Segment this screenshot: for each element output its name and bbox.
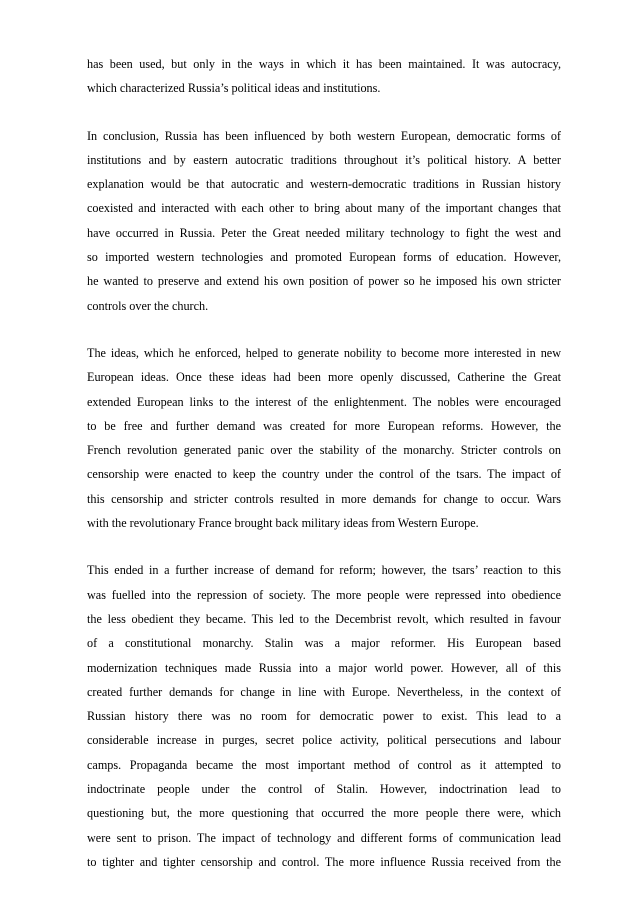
text-line: of a constitutional monarchy. Stalin was a major reformer. His European based	[87, 636, 561, 651]
text-line: coexisted and interacted with each other to bring about many of the important changes that	[87, 201, 561, 216]
text-line: censorship were enacted to keep the country under the control of the tsars. The impact of	[87, 467, 561, 482]
text-line: he wanted to preserve and extend his own position of power so he imposed his own stricter	[87, 274, 561, 289]
text-line: created further demands for change in line with Europe. Nevertheless, in the context of	[87, 684, 561, 699]
text-line: institutions and by eastern autocratic traditions throughout it’s political history. A better	[87, 152, 561, 167]
text-line: was fuelled into the repression of society. The more people were repressed into obedience	[87, 587, 561, 602]
text-line: modernization techniques made Russia into a major world power. However, all of this	[87, 660, 561, 675]
text-line: explanation would be that autocratic and western-democratic traditions in Russian history	[87, 177, 561, 192]
text-line: to be free and further demand was created for more European reforms. However, the	[87, 418, 561, 433]
text-line: The ideas, which he enforced, helped to generate nobility to become more interested in new	[87, 345, 561, 360]
text-line: French revolution generated panic over the stability of the monarchy. Stricter controls on	[87, 443, 561, 458]
text-line: considerable increase in purges, secret police activity, political persecutions and labour	[87, 733, 561, 748]
text-line: to tighter and tighter censorship and control. The more influence Russia received from the	[87, 854, 561, 869]
text-line: European ideas. Once these ideas had been more openly discussed, Catherine the Great	[87, 370, 561, 385]
text-line: were sent to prison. The impact of technology and different forms of communication lead	[87, 830, 561, 845]
text-line: extended European links to the interest of the enlightenment. The nobles were encouraged	[87, 394, 561, 409]
paragraph-1	[87, 52, 561, 101]
text-line: indoctrinate people under the control of Stalin. However, indoctrination lead to	[87, 782, 561, 797]
text-line: controls over the church.	[87, 298, 209, 313]
paragraph-2	[87, 124, 561, 318]
paragraph-4	[87, 558, 561, 874]
text-line: questioning but, the more questioning that occurred the more people there were, which	[87, 806, 561, 821]
document-body	[87, 52, 561, 897]
text-line: this censorship and stricter controls resulted in more demands for change to occur. Wars	[87, 491, 561, 506]
text-line: camps. Propaganda became the most important method of control as it attempted to	[87, 757, 561, 772]
paragraph-3	[87, 341, 561, 535]
text-line: so imported western technologies and promoted European forms of education. However,	[87, 250, 561, 265]
text-line: the less obedient they became. This led to the Decembrist revolt, which resulted in favour	[87, 611, 561, 626]
text-line: with the revolutionary France brought back military ideas from Western Europe.	[87, 516, 479, 531]
text-line: In conclusion, Russia has been influenced by both western European, democratic forms of	[87, 128, 561, 143]
text-line: has been used, but only in the ways in which it has been maintained. It was autocracy,	[87, 57, 561, 71]
text-line: have occurred in Russia. Peter the Great needed military technology to fight the west and	[87, 225, 561, 240]
text-line: Russian history there was no room for democratic power to exist. This lead to a	[87, 709, 561, 724]
text-line: This ended in a further increase of demand for reform; however, the tsars’ reaction to this	[87, 563, 561, 578]
text-line: which characterized Russia’s political ideas and institutions.	[87, 81, 381, 96]
